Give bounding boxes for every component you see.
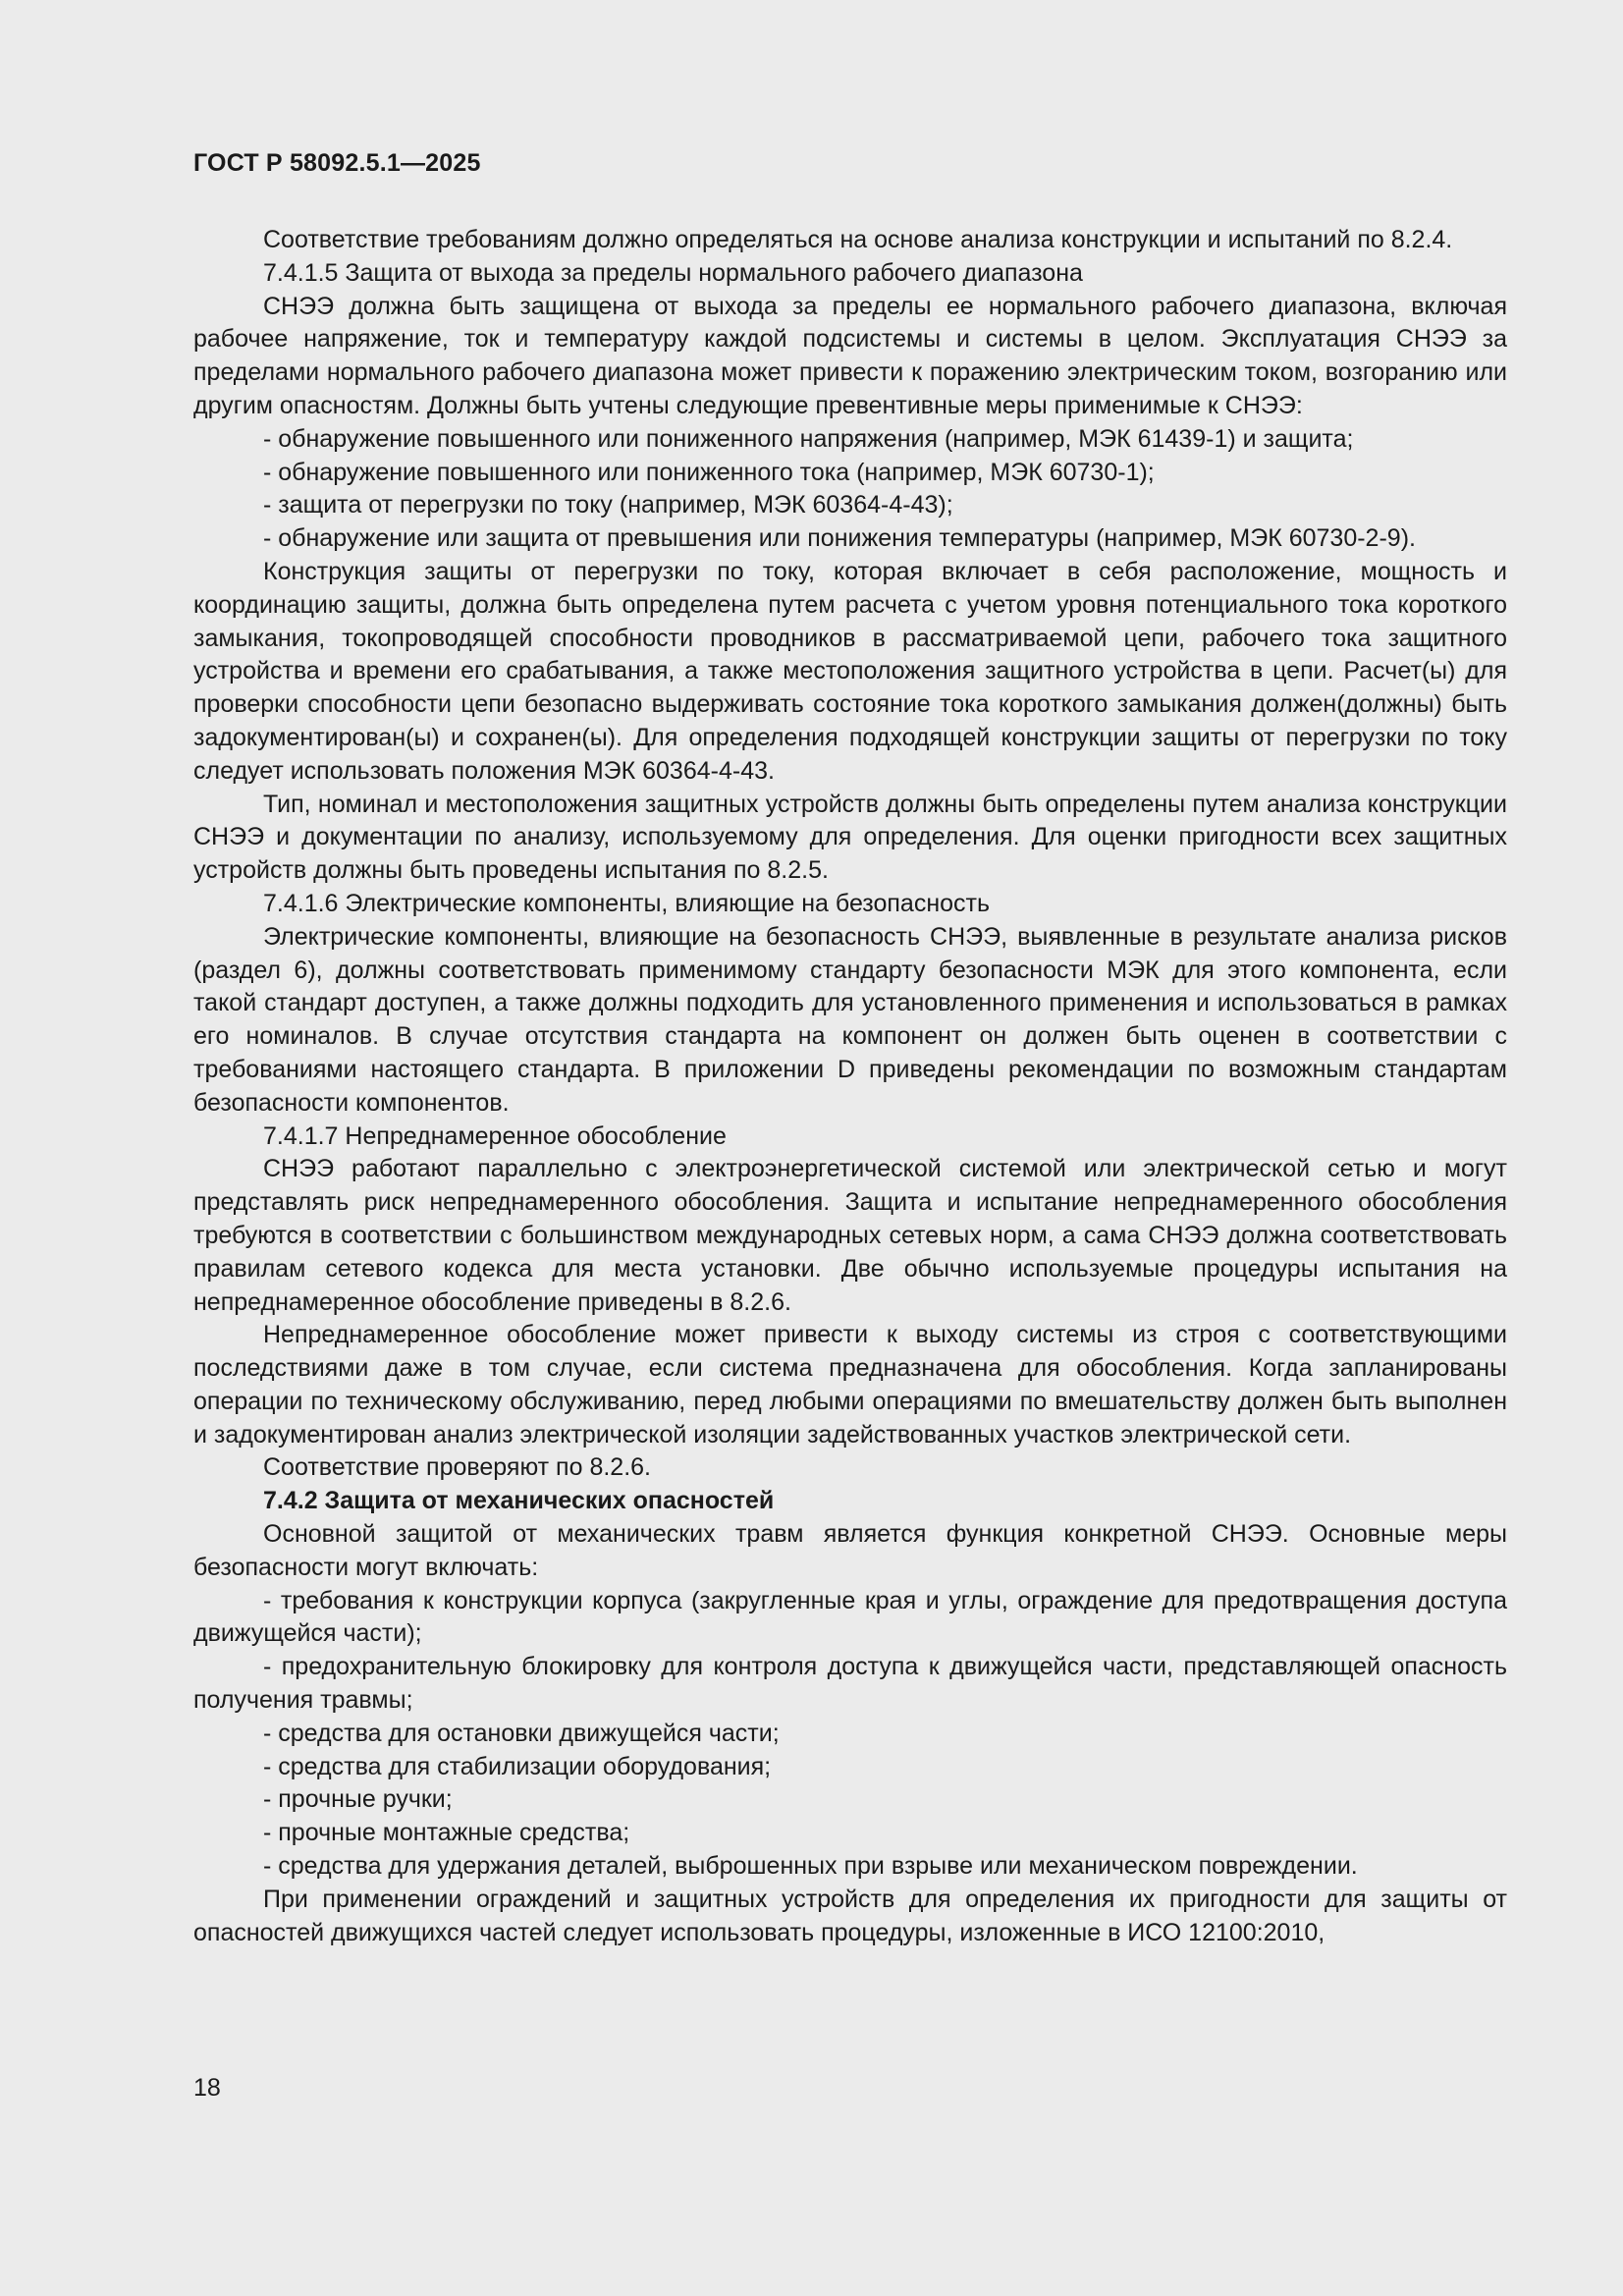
- list-item: - предохранительную блокировку для контроля доступа к движущейся части, представляющей опасность получения травмы;: [193, 1653, 1507, 1715]
- paragraph: Электрические компоненты, влияющие на безопасность СНЭЭ, выявленные в результате анализа рисков (раздел 6), должны соответствовать применимому стандарту безопасности МЭК для этого компонента, если такой стандарт доступен, а также должны подходить для установленного применения и использоваться в рамках его номиналов. В случае отсутствия стандарта на компонент он должен быть оценен в соответствии с требованиями настоящего стандарта. В приложении D приведены рекомендации по возможным стандартам безопасности компонентов.: [193, 922, 1507, 1117]
- list-item: - обнаружение или защита от превышения или понижения температуры (например, МЭК 60730-2-9).: [263, 524, 1416, 553]
- list-item: - требования к конструкции корпуса (закругленные края и углы, ограждение для предотвращения доступа движущейся части);: [193, 1586, 1507, 1648]
- document-body: [193, 224, 1507, 1949]
- paragraph: При применении ограждений и защитных устройств для определения их пригодности для защиты от опасностей движущихся частей следует использовать процедуры, изложенные в ИСО 12100:2010,: [193, 1885, 1507, 1946]
- page-number: 18: [193, 2074, 221, 2102]
- list-item: - защита от перегрузки по току (например, МЭК 60364-4-43);: [263, 491, 953, 519]
- list-item: - прочные ручки;: [263, 1785, 453, 1814]
- list-item: - обнаружение повышенного или пониженного напряжения (например, МЭК 61439-1) и защита;: [263, 424, 1354, 453]
- list-item: - прочные монтажные средства;: [263, 1819, 630, 1847]
- paragraph: СНЭЭ должна быть защищена от выхода за пределы ее нормального рабочего диапазона, включая рабочее напряжение, ток и температуру каждой подсистемы и системы в целом. Эксплуатация СНЭЭ за пределами нормального рабочего диапазона может привести к поражению электрическим током, возгоранию или другим опасностям. Должны быть учтены следующие превентивные меры применимые к СНЭЭ:: [193, 292, 1507, 419]
- list-item: - средства для остановки движущейся части;: [263, 1719, 780, 1747]
- section-heading: 7.4.1.6 Электрические компоненты, влияющие на безопасность: [263, 889, 991, 917]
- list-item: - средства для стабилизации оборудования;: [263, 1752, 772, 1780]
- paragraph: СНЭЭ работают параллельно с электроэнергетической системой или электрической сетью и могут представлять риск непреднамеренного обособления. Защита и испытание непреднамеренного обособления требуются в соответствии с большинством международных сетевых норм, а сама СНЭЭ должна соответствовать правилам сетевого кодекса для места установки. Две обычно используемые процедуры испытания на непреднамеренное обособление приведены в 8.2.6.: [193, 1155, 1507, 1316]
- list-item: - обнаружение повышенного или пониженного тока (например, МЭК 60730-1);: [263, 458, 1155, 486]
- paragraph: Основной защитой от механических травм является функция конкретной СНЭЭ. Основные меры безопасности могут включать:: [193, 1520, 1507, 1581]
- section-heading: 7.4.1.5 Защита от выхода за пределы нормального рабочего диапазона: [263, 258, 1083, 287]
- paragraph: Конструкция защиты от перегрузки по току, которая включает в себя расположение, мощность и координацию защиты, должна быть определена путем расчета с учетом уровня потенциального тока короткого замыкания, токопроводящей способности проводников в рассматриваемой цепи, рабочего тока защитного устройства и времени его срабатывания, а также местоположения защитного устройства в цепи. Расчет(ы) для проверки способности цепи безопасно выдерживать состояние тока короткого замыкания должен(должны) быть задокументирован(ы) и сохранен(ы). Для определения подходящей конструкции защиты от перегрузки по току следует использовать положения МЭК 60364-4-43.: [193, 557, 1507, 785]
- paragraph: Непреднамеренное обособление может привести к выходу системы из строя с соответствующими последствиями даже в том случае, если система предназначена для обособления. Когда запланированы операции по техническому обслуживанию, перед любыми операциями по вмешательству должен быть выполнен и задокументирован анализ электрической изоляции задействованных участков электрической сети.: [193, 1321, 1507, 1449]
- paragraph: Соответствие требованиям должно определяться на основе анализа конструкции и испытаний по 8.2.4.: [263, 226, 1453, 253]
- document-header: ГОСТ Р 58092.5.1—2025: [193, 149, 481, 177]
- paragraph: Соответствие проверяют по 8.2.6.: [263, 1453, 651, 1482]
- list-item: - средства для удержания деталей, выброшенных при взрыве или механическом повреждении.: [263, 1852, 1358, 1881]
- paragraph: Тип, номинал и местоположения защитных устройств должны быть определены путем анализа конструкции СНЭЭ и документации по анализу, используемому для определения. Для оценки пригодности всех защитных устройств должны быть проведены испытания по 8.2.5.: [193, 790, 1507, 885]
- section-heading: 7.4.2 Защита от механических опасностей: [263, 1487, 775, 1515]
- section-heading: 7.4.1.7 Непреднамеренное обособление: [263, 1121, 727, 1150]
